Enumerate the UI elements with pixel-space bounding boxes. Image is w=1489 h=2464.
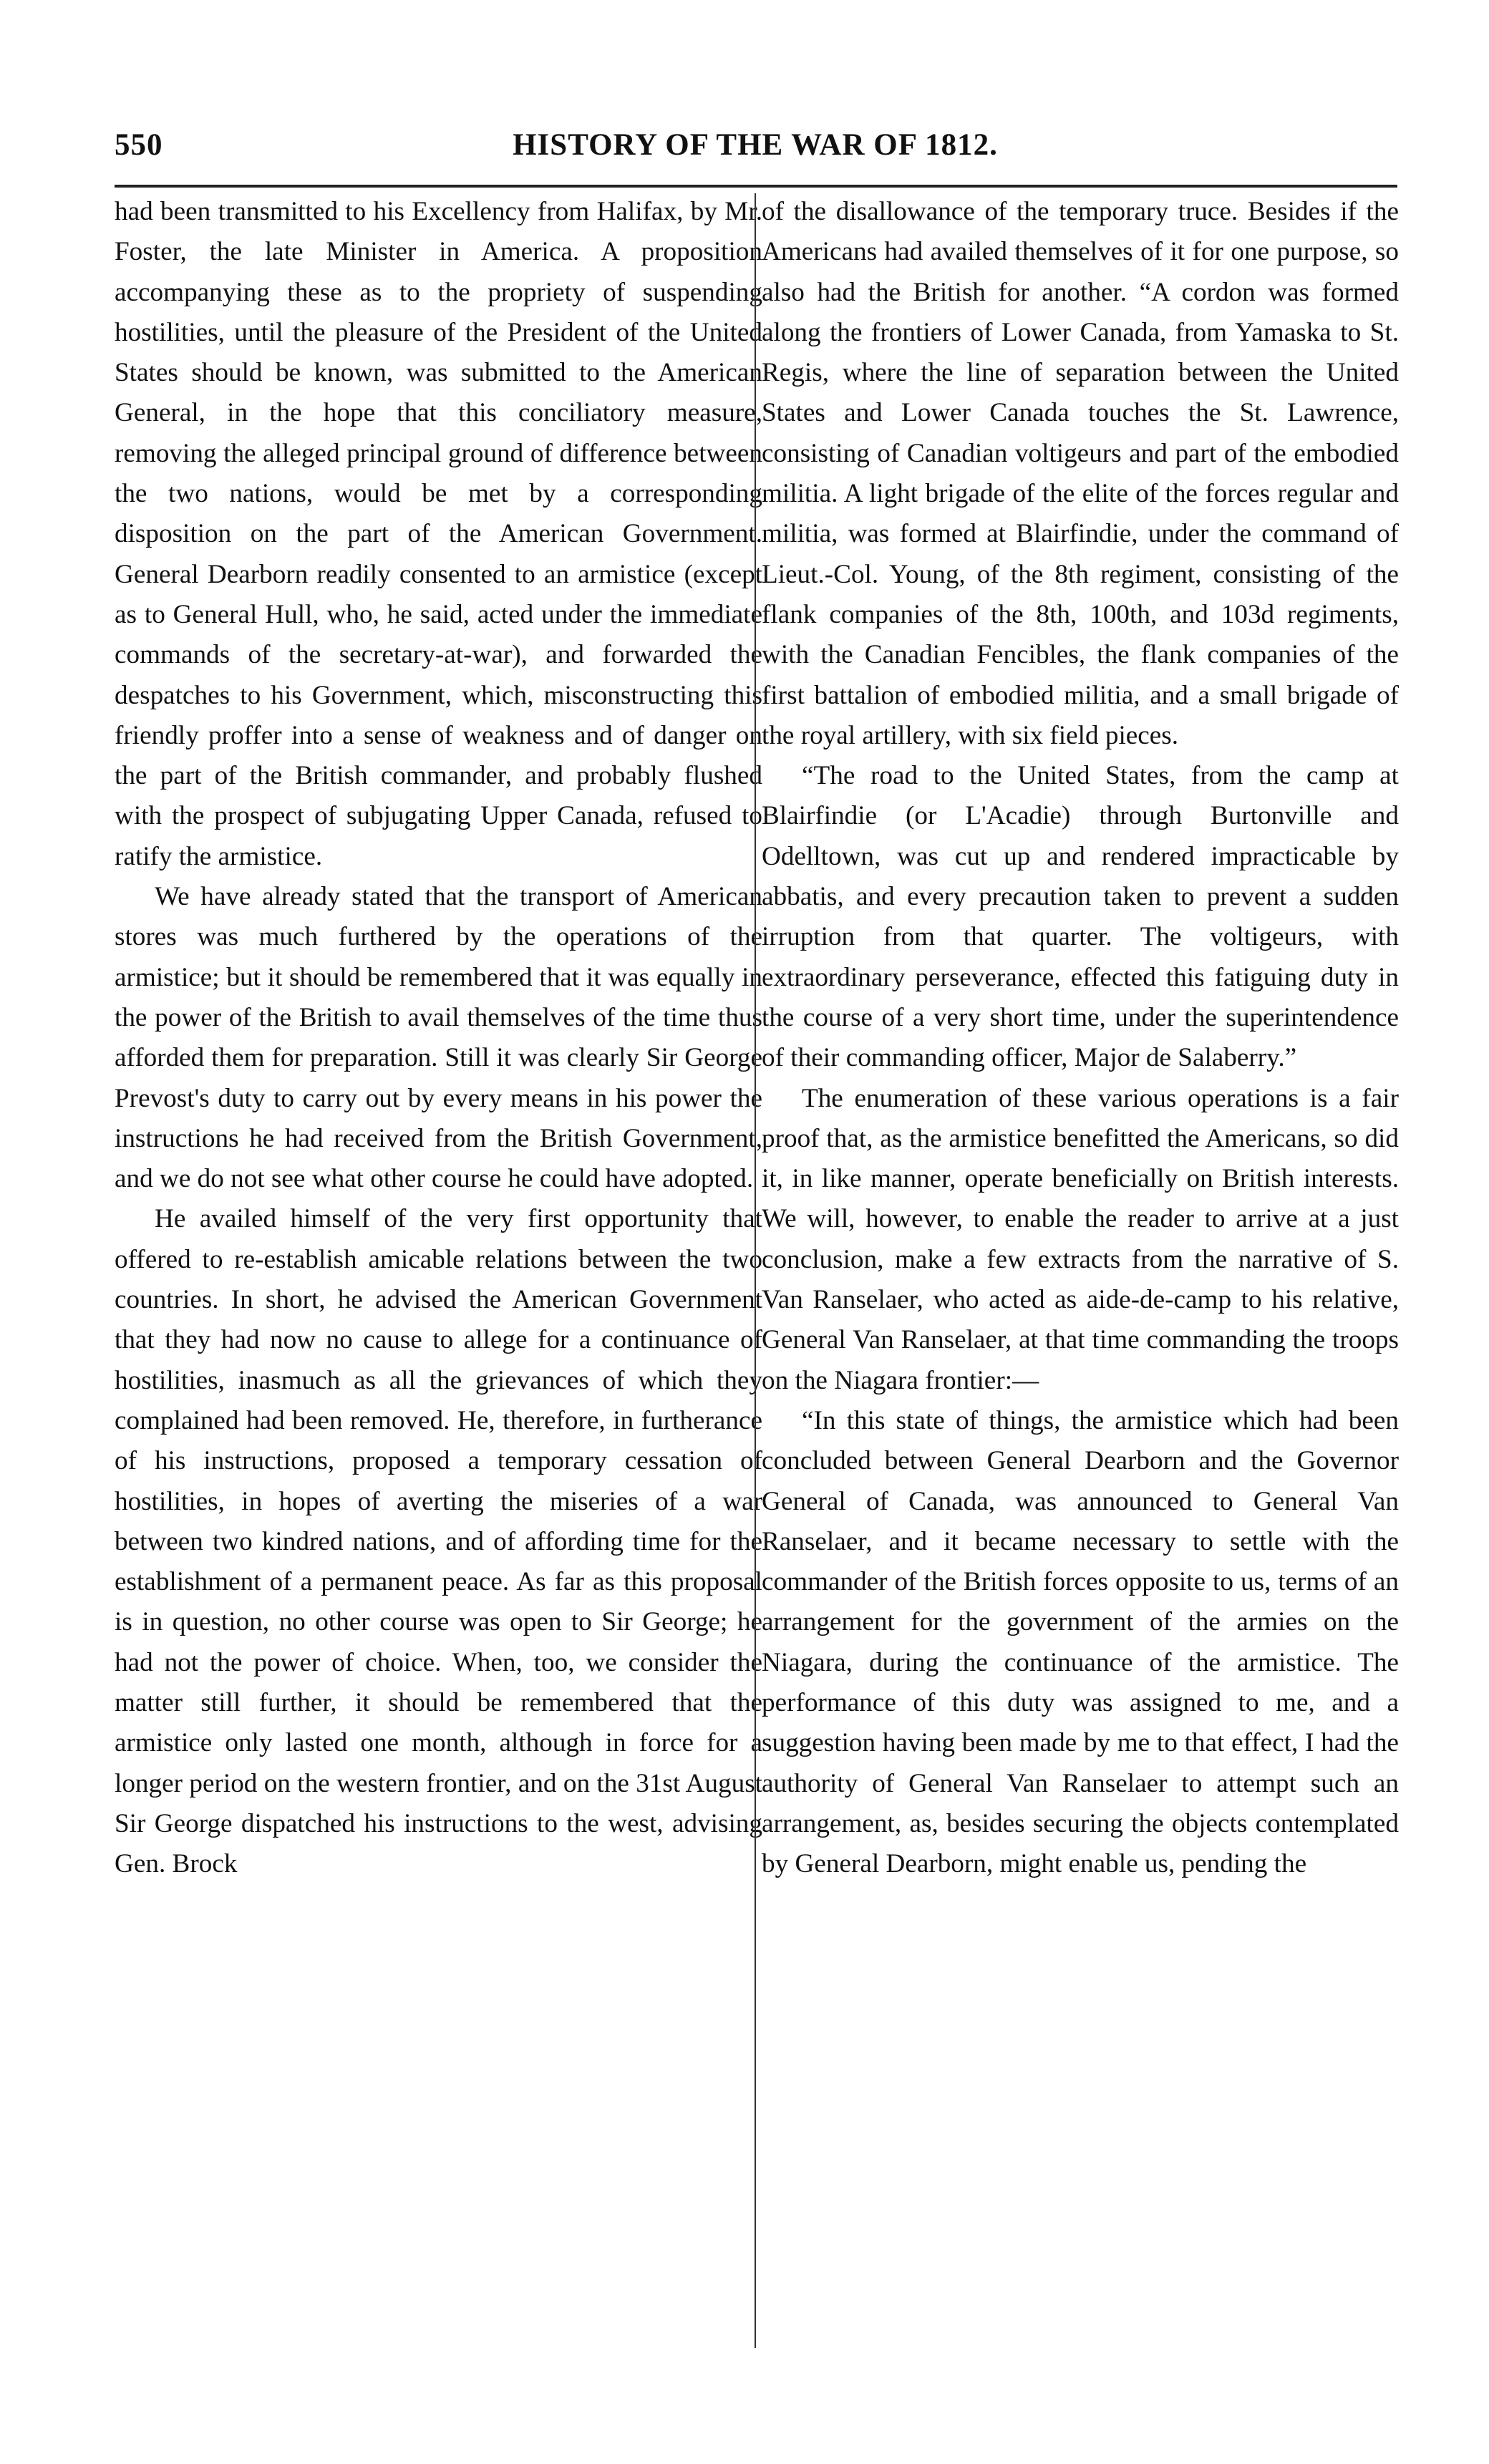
column-divider — [755, 193, 756, 2348]
left-column — [115, 192, 762, 2397]
page-number: 550 — [115, 128, 163, 162]
right-column — [762, 192, 1399, 2397]
paragraph: “The road to the United States, from the camp at Blairfindie (or L'Acadie) through Burtonville and Odelltown, was cut up and rendered impracticable by abbatis, and every precaution taken to prevent a sudden irruption from that quarter. The voltigeurs, with extraordinary perseverance, effected this fatiguing duty in the course of a very short time, under the superintendence of their commanding officer, Major de Salaberry.” — [762, 761, 1399, 1073]
running-title: HISTORY OF THE WAR OF 1812. — [513, 128, 998, 162]
paragraph: “In this state of things, the armistice which had been concluded between General Dearborn and the Governor General of Canada, was announced to General Van Ranselaer, and it became necessary to settle with the commander of the British forces opposite to us, terms of an arrangement for the government of the armies on the Niagara, during the continuance of the armistice. The performance of this duty was assigned to me, and a suggestion having been made by me to that effect, I had the authority of General Van Ranselaer to attempt such an arrangement, as, besides securing the objects contemplated by General Dearborn, might enable us, pending the — [762, 1405, 1399, 1879]
running-head — [115, 127, 1396, 170]
header-rule — [115, 185, 1397, 188]
paragraph: had been transmitted to his Excellency from Halifax, by Mr. Foster, the late Minister in America. A proposition accompanying these as to the propriety of suspending hostilities, until the pleasure of the President of the United States should be known, was submitted to the American General, in the hope that this conciliatory measure, removing the alleged principal ground of difference between the two nations, would be met by a corresponding disposition on the part of the American Government. General Dearborn readily consented to an armistice (except as to General Hull, who, he said, acted under the immediate commands of the secretary-at-war), and forwarded the despatches to his Government, which, misconstructing this friendly proffer into a sense of weakness and of danger on the part of the British commander, and probably flushed with the prospect of subjugating Upper Canada, refused to ratify the armistice. — [115, 197, 762, 871]
paragraph: We have already stated that the transport of American stores was much furthered by the operations of the armistice; but it should be remembered that it was equally in the power of the British to avail themselves of the time thus afforded them for preparation. Still it was clearly Sir George Prevost's duty to carry out by every means in his power the instructions he had received from the British Government, and we do not see what other course he could have adopted. — [115, 882, 762, 1194]
paragraph: of the disallowance of the temporary truce. Besides if the Americans had availed themselves of it for one purpose, so also had the British for another. “A cordon was formed along the frontiers of Lower Canada, from Yamaska to St. Regis, where the line of separation between the United States and Lower Canada touches the St. Lawrence, consisting of Canadian voltigeurs and part of the embodied militia. A light brigade of the elite of the forces regular and militia, was formed at Blairfindie, under the command of Lieut.-Col. Young, of the 8th regiment, consisting of the flank companies of the 8th, 100th, and 103d regiments, with the Canadian Fencibles, the flank companies of the first battalion of embodied militia, and a small brigade of the royal artillery, with six field pieces. — [762, 197, 1399, 750]
paragraph: The enumeration of these various operations is a fair proof that, as the armistice benefitted the Americans, so did it, in like manner, operate beneficially on British interests. We will, however, to enable the reader to arrive at a just conclusion, make a few extracts from the narrative of S. Van Ranselaer, who acted as aide-de-camp to his relative, General Van Ranselaer, at that time commanding the troops on the Niagara frontier:— — [762, 1083, 1399, 1395]
paragraph: He availed himself of the very first opportunity that offered to re-establish amicable relations between the two countries. In short, he advised the American Government that they had now no cause to allege for a continuance of hostilities, inasmuch as all the grievances of which they complained had been removed. He, therefore, in furtherance of his instructions, proposed a temporary cessation of hostilities, in hopes of averting the miseries of a war between two kindred nations, and of affording time for the establishment of a permanent peace. As far as this proposal is in question, no other course was open to Sir George; he had not the power of choice. When, too, we consider the matter still further, it should be remembered that the armistice only lasted one month, although in force for a longer period on the western frontier, and on the 31st August Sir George dispatched his instructions to the west, advising Gen. Brock — [115, 1204, 762, 1879]
